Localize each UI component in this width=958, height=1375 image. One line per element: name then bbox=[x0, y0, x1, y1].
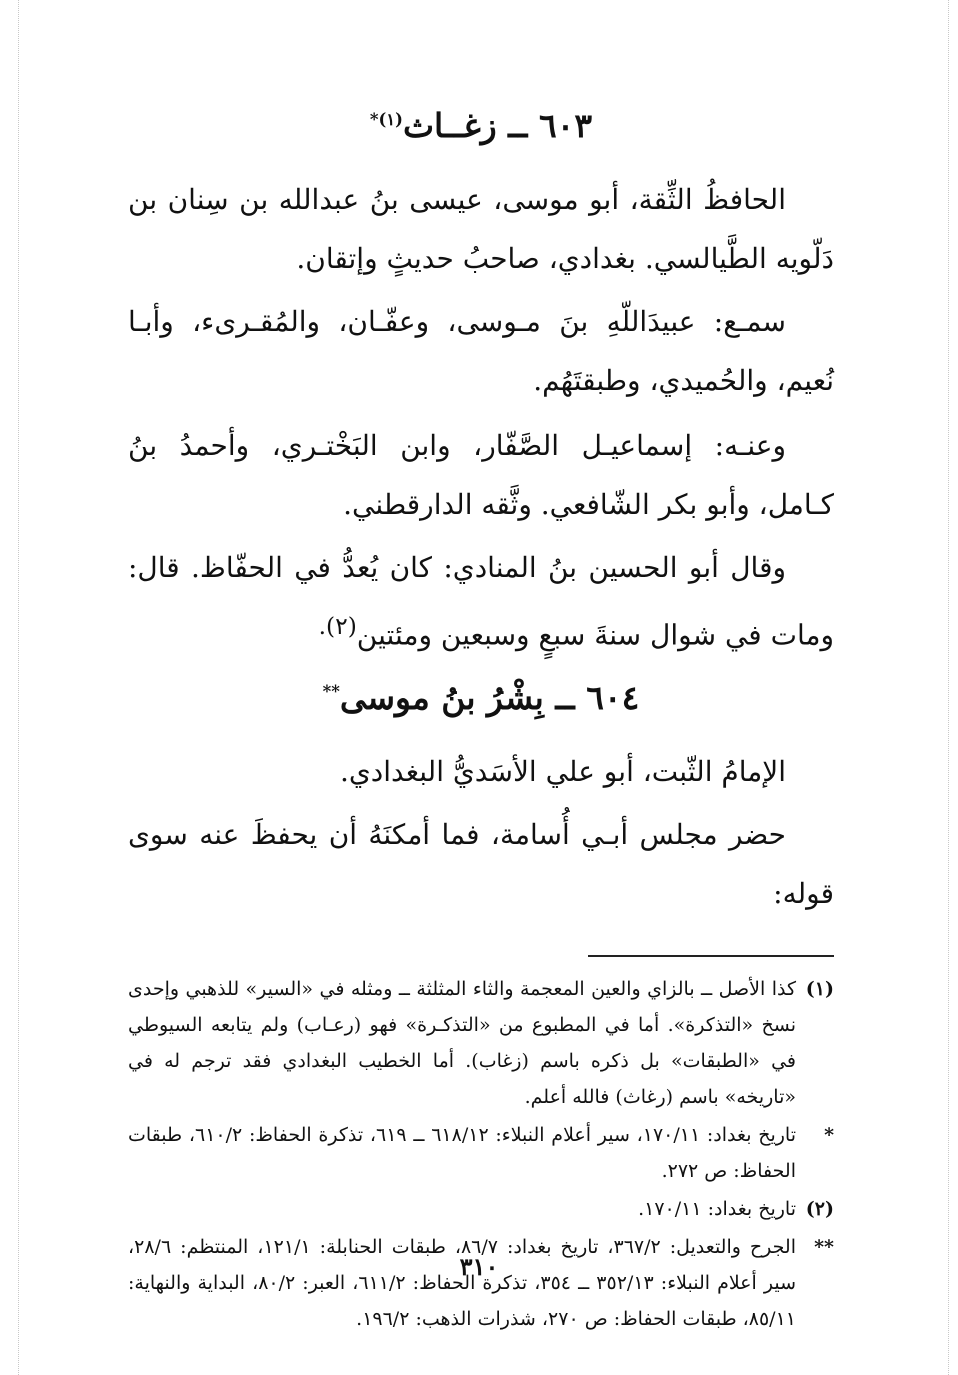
footnote-divider bbox=[588, 955, 834, 957]
footnote-text: تاريخ بغداد: ١٧٠/١١. bbox=[638, 1198, 796, 1221]
entry-title-text: ٦٠٤ ــ بِشْرُ بنُ موسى bbox=[339, 678, 640, 718]
footnote-marker: (١) bbox=[805, 978, 834, 1001]
footnote-marker: * bbox=[824, 1124, 834, 1147]
footnote-star bbox=[128, 1117, 834, 1189]
footnote-marker: ** bbox=[814, 1236, 834, 1259]
footnote-1 bbox=[128, 971, 834, 1115]
entry-603-paragraph-3: وعنـه: إسماعيـل الصَّفّار، وابن البَخْتـري، وأحمدُ بنُ كـامل، وأبو بكر الشّافعي. وثَّقه الدارقطني. bbox=[128, 429, 834, 521]
footnotes bbox=[128, 971, 834, 1337]
entry-title-mark: ** bbox=[322, 682, 340, 702]
book-page bbox=[128, 96, 834, 1339]
entry-604-paragraph-1: الإمامُ الثّبت، أبو علي الأسَديُّ البغدادي. bbox=[339, 755, 786, 789]
entry-title-mark: (١)* bbox=[369, 110, 403, 129]
entry-title-text: ٦٠٣ ــ زغــاث bbox=[402, 106, 593, 145]
footnote-text: الجرح والتعديل: ٣٦٧/٢، تاريخ بغداد: ٨٦/٧، طبقات الحنابلة: ١٢١/١، المنتظم: ٢٨/٦، سير أعلام النبلاء: ٣٥٢/١٣ ــ ٣٥٤، تذكرة الحفاظ: ٦١١/٢، العبر: ٨٠/٢، البداية والنهاية: ٨٥/١١، طبقات الحفاظ: ص ٢٧٠، شذرات الذهب: ١٩٦/٢. bbox=[128, 1236, 796, 1331]
footnote-ref-2: (٢). bbox=[318, 612, 357, 640]
entry-603-paragraph-4-text: وقال أبو الحسين بنُ المنادي: كان يُعدُّ في الحفّاظ. قال: ومات في شوال سنةَ سبعٍ وسبعين ومئتين bbox=[128, 551, 834, 652]
footnote-2 bbox=[128, 1191, 834, 1227]
scan-edge-right bbox=[948, 0, 949, 1375]
entry-603-paragraph-2: سمـع: عبيدَاللّهِ بنَ مـوسى، وعفّـان، والمُقـرىء، وأبـا نُعيم، والحُميدي، وطبقتَهُم. bbox=[128, 305, 834, 397]
entry-603-paragraph-4 bbox=[128, 538, 834, 664]
scan-edge-left bbox=[18, 0, 19, 1375]
entry-title-604 bbox=[128, 668, 834, 728]
footnote-double-star bbox=[128, 1229, 834, 1337]
page-number: ٣١٠ bbox=[459, 1252, 499, 1281]
entry-title-603 bbox=[128, 96, 834, 156]
footnote-text: كذا الأصل ــ بالزاي والعين المعجمة والثاء المثلثة ــ ومثله في «السير» للذهبي وإحدى نسخ «التذكرة». أما في المطبوع من «التذكـرة» فهو (رعـاب) ولم يتابعه السيوطي في «الطبقات» بل ذكره باسم (زغاب). أما الخطيب البغدادي فقد ترجم له في «تاريخه» باسم (رغاث) فالله أعلم. bbox=[128, 978, 796, 1109]
entry-604-paragraph-2: حضر مجلس أبـي أُسامة، فما أمكنَهُ أن يحفظَ عنه سوى قوله: bbox=[128, 818, 834, 911]
footnote-marker: (٢) bbox=[805, 1198, 834, 1221]
entry-603-paragraph-1: الحافظُ الثِّقة، أبو موسى، عيسى بنُ عبدالله بن سِنان بن دَلّويه الطَّيالسي. بغدادي، صاحبُ حديثٍ وإتقان. bbox=[128, 183, 834, 275]
footnote-text: تاريخ بغداد: ١٧٠/١١، سير أعلام النبلاء: ٦١٨/١٢ ــ ٦١٩، تذكرة الحفاظ: ٦١٠/٢، طبقات الحفاظ: ص ٢٧٢. bbox=[128, 1124, 797, 1183]
